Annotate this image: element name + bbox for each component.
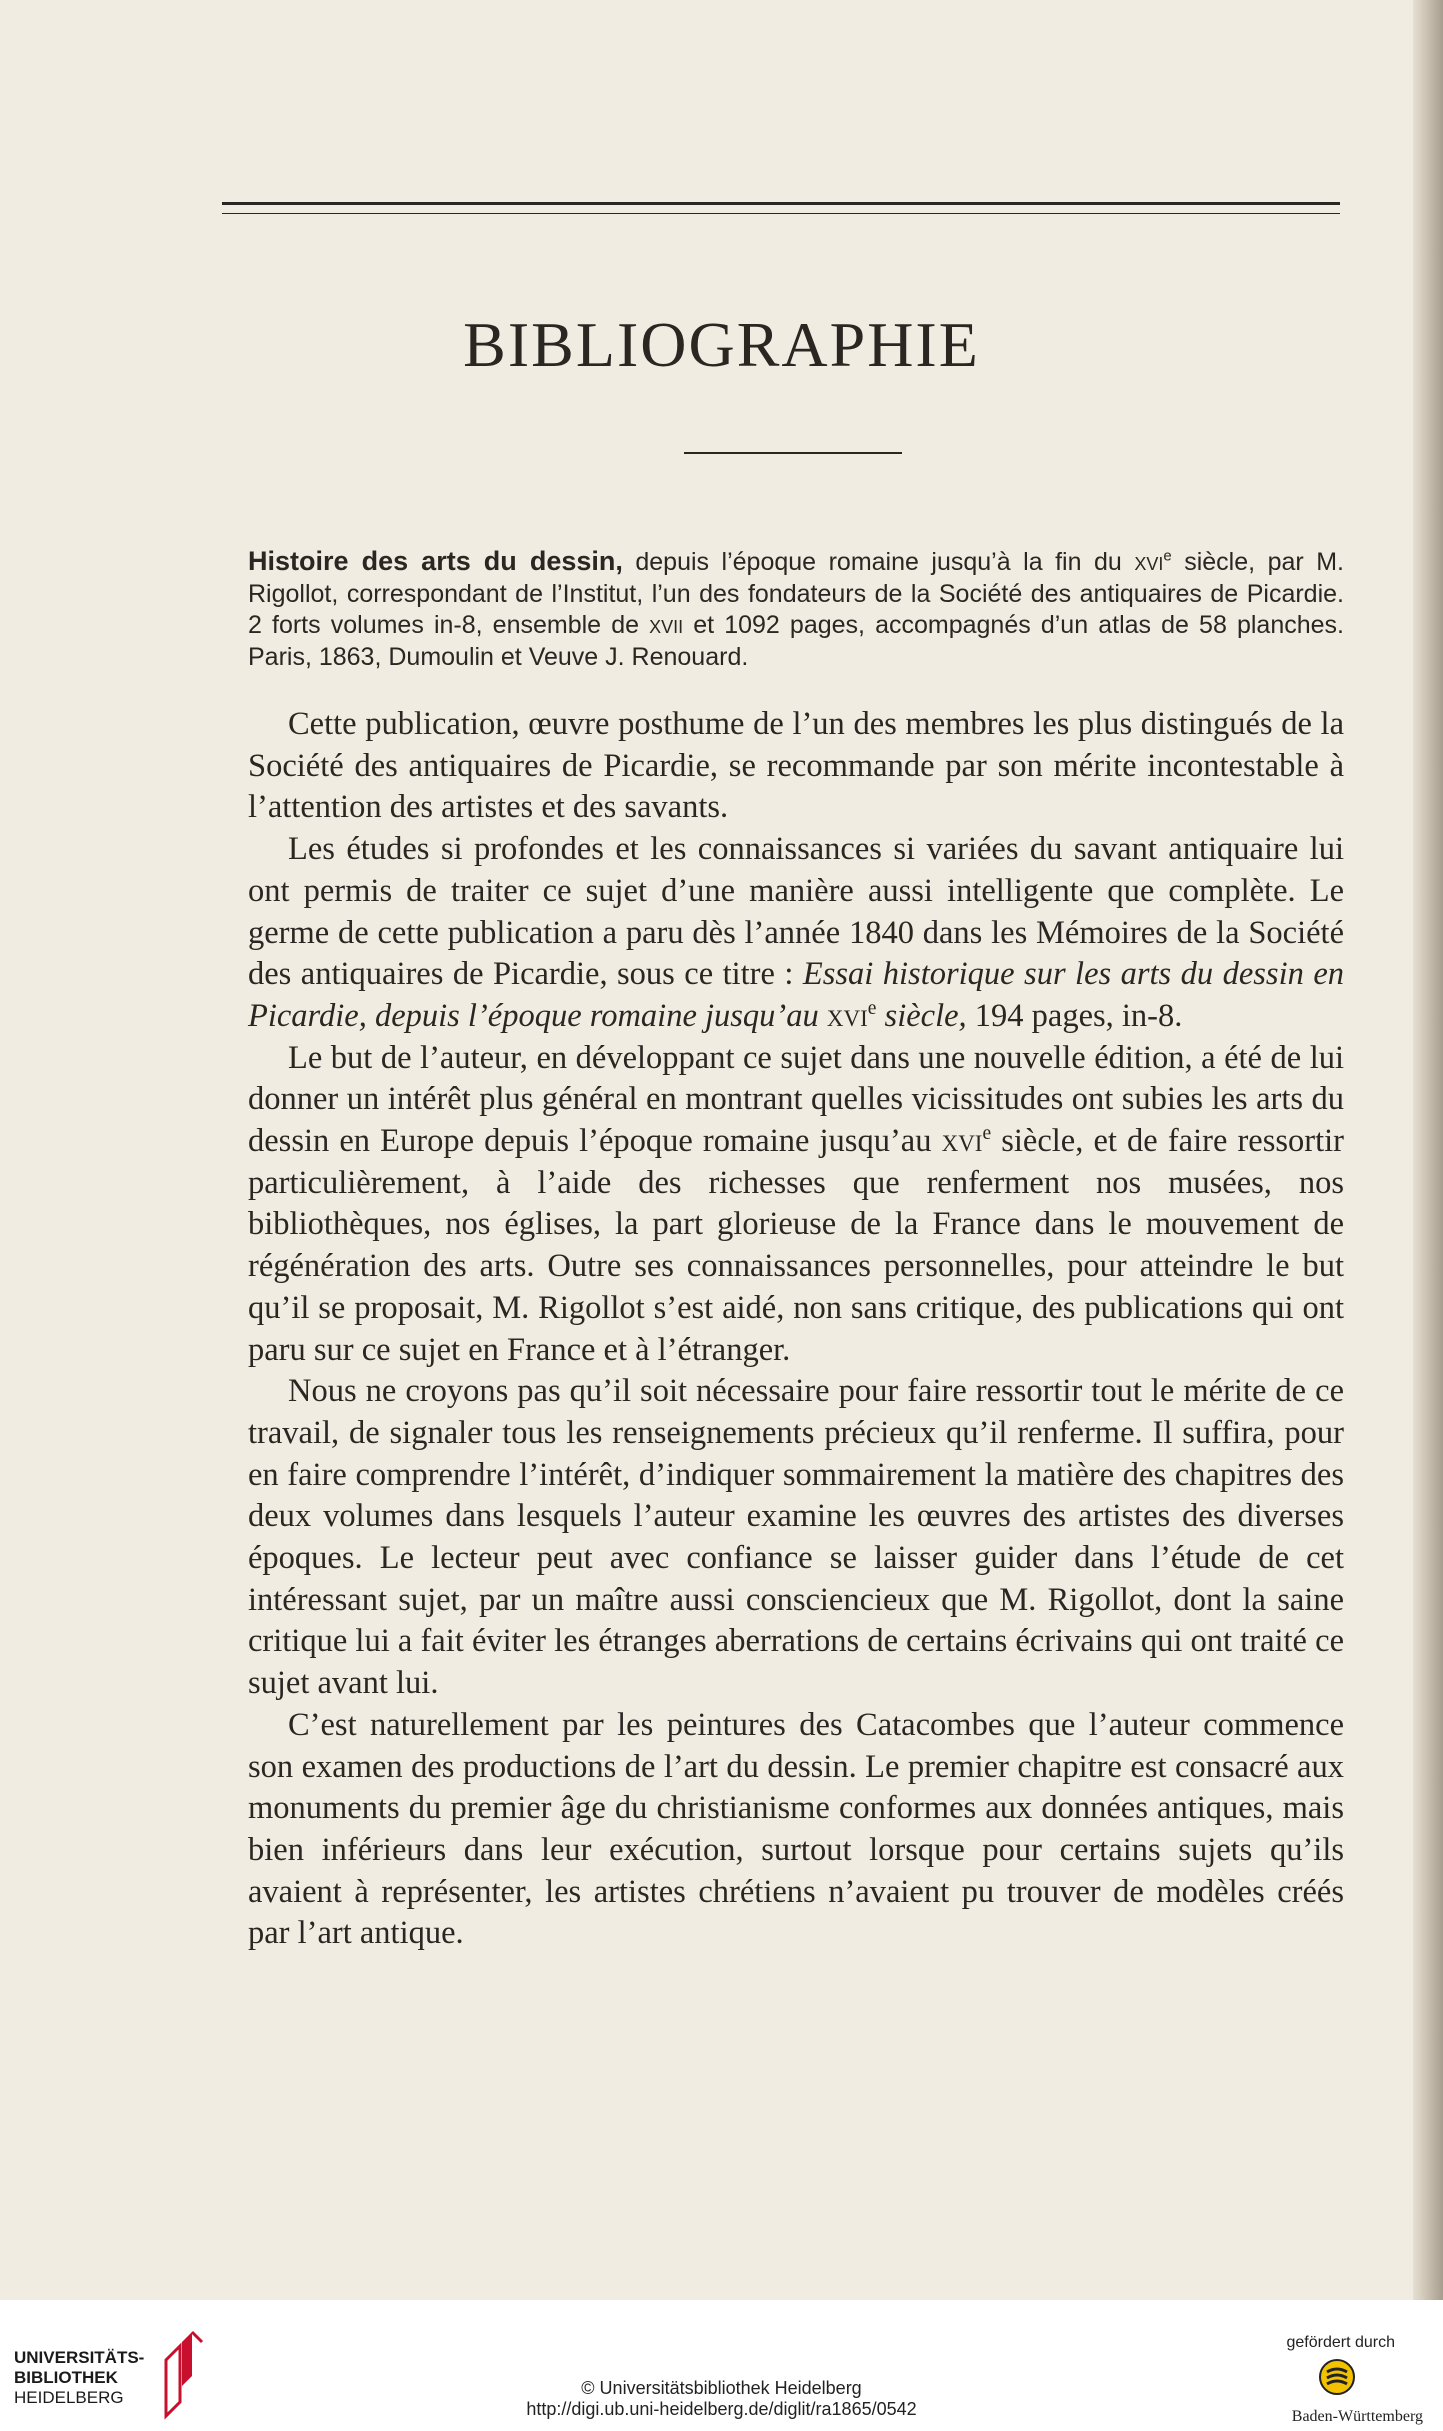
paragraph-4: Nous ne croyons pas qu’il soit nécessaire pour faire ressortir tout le mérite de ce travail, de signaler tous les renseignements précieux qu’il renferme. Il suffira, pour en faire comprendre l’intérêt, d’indiquer sommairement la matière des chapitres des deux volumes dans lesquels l’auteur examine les œuvres des artistes des diverses époques. Le lecteur peut avec confiance se laisser guider dans l’étude de cet intéressant sujet, par un maître aussi consciencieux que M. Rigollot, dont la saine critique lui a fait éviter les étranges aberrations de certains écrivains qui ont traité ce sujet avant lui. bbox=[248, 1373, 1344, 1702]
citation-pages-roman: xvii bbox=[649, 611, 684, 639]
cited-work-title: Histoire des arts du dessin, bbox=[248, 546, 623, 576]
paragraph-1: Cette publication, œuvre posthume de l’un des membres les plus distingués de la Société des antiquaires de Picardie, se recommande par son mérite incontestable à l’attention des artistes et des savants. bbox=[248, 706, 1344, 826]
baden-wuerttemberg-seal-icon bbox=[1318, 2358, 1356, 2396]
paragraph-2-tail: 194 pages, in-8. bbox=[966, 997, 1183, 1034]
citation-century: xvi bbox=[1134, 548, 1164, 576]
paragraph-2 bbox=[248, 829, 1344, 1038]
page-title: BIBLIOGRAPHIE bbox=[463, 309, 980, 380]
header-rule-thin bbox=[222, 213, 1340, 214]
paragraph-5: C’est naturellement par les peintures des Catacombes que l’auteur commence son examen des productions de l’art du dessin. Le premier chapitre est consacré aux monuments du premier âge du christianisme conformes aux données antiques, mais bien inférieurs dans leur exécution, surtout lorsque pour certains sujets qu’ils avaient à représenter, les artistes chrétiens n’avaient pu trouver de modèles créés par l’art antique. bbox=[248, 1706, 1344, 1952]
logo-line-2: BIBLIOTHEK bbox=[14, 2368, 118, 2387]
paragraph-2-century-sup: e bbox=[867, 998, 877, 1020]
title-underline-rule bbox=[684, 452, 902, 454]
bibliographic-citation bbox=[248, 546, 1344, 673]
essay-title-italic-end: siècle, bbox=[876, 997, 967, 1034]
paragraph-3-part2: siècle, et de faire ressortir particulièrement, à l’aide des richesses que renferment nos musées, nos bibliothèques, nos églises, la part glorieuse de la France dans le mouvement de régénération des arts. Outre ses connaissances personnelles, pour atteindre le but qu’il se proposait, M. Rigollot s’est aidé, non sans critique, des publications qui ont paru sur ce sujet en France et à l’étranger. bbox=[248, 1123, 1344, 1368]
paragraph-3-part1: Le but de l’auteur, en développant ce sujet dans une nouvelle édition, a été de lui donner un intérêt plus général en montrant quelles vicissitudes ont subies les arts du dessin en Europe depuis l’époque romaine jusqu’au bbox=[248, 1039, 1344, 1160]
citation-text-part1: depuis l’époque romaine jusqu’à la fin du bbox=[622, 548, 1135, 576]
logo-line-3: HEIDELBERG bbox=[14, 2388, 124, 2407]
copyright-notice bbox=[0, 2378, 1443, 2420]
logo-line-1: UNIVERSITÄTS- bbox=[14, 2348, 145, 2367]
essay-title-italic: Essai historique sur les arts du dessin en Picardie, depuis l’époque romaine jusqu’au bbox=[248, 956, 1344, 1034]
paragraph-2-text: Les études si profondes et les connaissances si variées du savant antiquaire lui ont permis de traiter ce sujet d’une manière aussi intelligente que complète. Le germe de cette publication a paru dès l’année 1840 dans les Mémoires de la Société des antiquaires de Picardie, sous ce titre : bbox=[248, 831, 1344, 993]
paragraph-3-century-sup: e bbox=[982, 1123, 992, 1145]
citation-text-part2: siècle, par M. Rigollot, correspondant de l’Institut, l’un des fondateurs de la Société des antiquaires de Picardie. 2 forts volumes in-8, ensemble de bbox=[248, 548, 1344, 639]
review-body bbox=[248, 704, 1344, 1955]
citation-century-sup: e bbox=[1163, 547, 1172, 565]
copyright-line: © Universitätsbibliothek Heidelberg bbox=[581, 2378, 862, 2398]
paragraph-3-century: xvi bbox=[941, 1123, 983, 1160]
header-rule-thick bbox=[222, 202, 1340, 205]
citation-text-part3: et 1092 pages, accompagnés d’un atlas de 58 planches. Paris, 1863, Dumoulin et Veuve J. Renouard. bbox=[248, 611, 1344, 671]
paragraph-3 bbox=[248, 1038, 1344, 1372]
sponsor-name: Baden-Württemberg bbox=[1291, 2408, 1423, 2425]
permalink-url[interactable]: http://digi.ub.uni-heidelberg.de/diglit/ra1865/0542 bbox=[526, 2399, 917, 2419]
sponsor-label: gefördert durch bbox=[1286, 2334, 1395, 2351]
paragraph-2-century: xvi bbox=[826, 997, 868, 1034]
